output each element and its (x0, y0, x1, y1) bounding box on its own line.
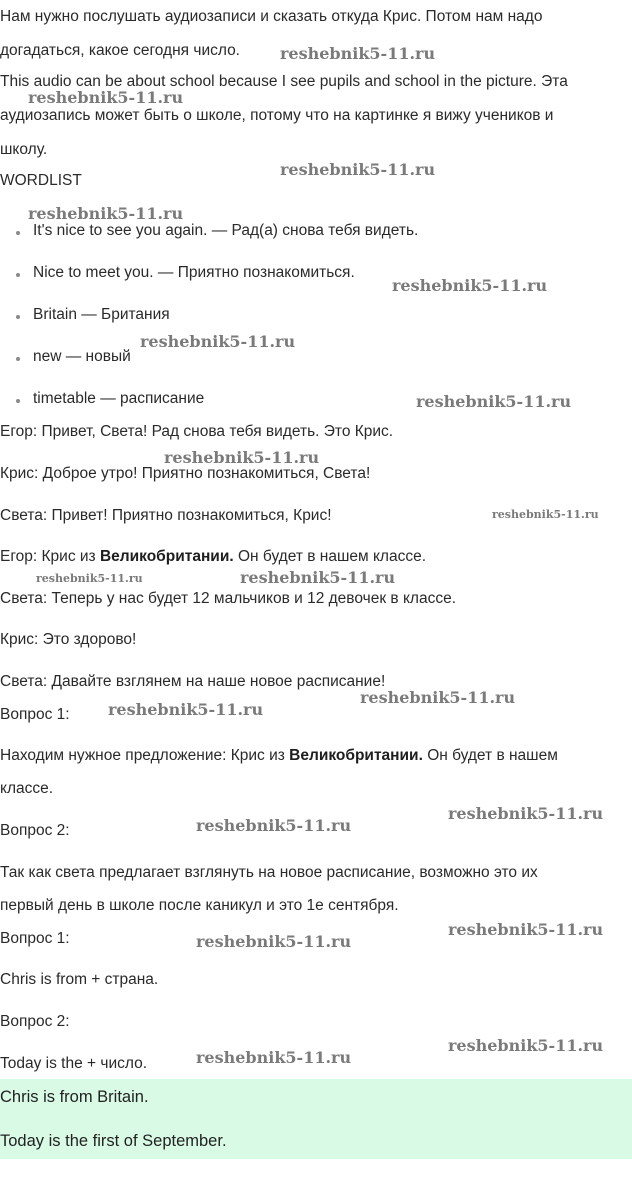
dialogue-line-2: Крис: Доброе утро! Приятно познакомиться, Света! (0, 465, 371, 482)
answer-line-2: Today is the first of September. (0, 1132, 227, 1150)
question-3-label: Вопрос 1: (0, 930, 70, 947)
wordlist-item: timetable — расписание (33, 390, 205, 407)
watermark: reshebnik5-11.ru (280, 44, 436, 63)
question-2-text-1: Так как света предлагает взглянуть на новое расписание, возможно это их (0, 864, 538, 881)
watermark: reshebnik5-11.ru (36, 572, 143, 585)
intro-line-3: This audio can be about school because I see pupils and school in the picture. Эта (0, 73, 568, 90)
intro-line-2: догадаться, какое сегодня число. (0, 42, 240, 59)
bullet-dot (16, 357, 20, 361)
intro-line-5: школу. (0, 141, 48, 158)
watermark: reshebnik5-11.ru (140, 332, 296, 351)
watermark: reshebnik5-11.ru (448, 920, 604, 939)
answer-box (0, 1079, 632, 1159)
bullet-dot (16, 399, 20, 403)
bullet-dot (16, 231, 20, 235)
watermark: reshebnik5-11.ru (416, 392, 572, 411)
wordlist-item: Britain — Британия (33, 306, 170, 323)
wordlist-heading: WORDLIST (0, 172, 82, 189)
watermark: reshebnik5-11.ru (196, 932, 352, 951)
watermark: reshebnik5-11.ru (448, 804, 604, 823)
watermark: reshebnik5-11.ru (360, 688, 516, 707)
dialogue-line-5: Света: Теперь у нас будет 12 мальчиков и 12 девочек в классе. (0, 590, 457, 607)
question-3-text: Chris is from + страна. (0, 971, 159, 988)
dialogue-line-7: Света: Давайте взглянем на наше новое расписание! (0, 673, 386, 690)
dialogue-line-6: Крис: Это здорово! (0, 631, 137, 648)
wordlist-item: It's nice to see you again. — Рад(а) снова тебя видеть. (33, 222, 419, 239)
intro-line-4: аудиозапись может быть о школе, потому что на картинке я вижу учеников и (0, 107, 554, 124)
answer-line-1: Chris is from Britain. (0, 1088, 149, 1106)
watermark: reshebnik5-11.ru (196, 1048, 352, 1067)
question-2-text-2: первый день в школе после каникул и это 1е сентября. (0, 897, 399, 914)
watermark: reshebnik5-11.ru (28, 204, 184, 223)
wordlist-item: Nice to meet you. — Приятно познакомиться. (33, 264, 355, 281)
watermark: reshebnik5-11.ru (240, 568, 396, 587)
watermark: reshebnik5-11.ru (448, 1036, 604, 1055)
question-1-label: Вопрос 1: (0, 706, 70, 723)
dialogue-line-3: Света: Привет! Приятно познакомиться, Крис! (0, 507, 332, 524)
dialogue-line-1: Егор: Привет, Света! Рад снова тебя видеть. Это Крис. (0, 423, 394, 440)
watermark: reshebnik5-11.ru (392, 276, 548, 295)
question-1-text: Находим нужное предложение: Крис из Великобритании. Он будет в нашем (0, 747, 558, 764)
bullet-dot (16, 315, 20, 319)
bold-country: Великобритании. (289, 747, 423, 764)
watermark: reshebnik5-11.ru (492, 508, 599, 521)
question-4-label: Вопрос 2: (0, 1013, 70, 1030)
watermark: reshebnik5-11.ru (28, 88, 184, 107)
question-1-text-2: классе. (0, 780, 54, 797)
bullet-dot (16, 273, 20, 277)
question-4-text: Today is the + число. (0, 1055, 148, 1072)
watermark: reshebnik5-11.ru (108, 700, 264, 719)
intro-line-1: Нам нужно послушать аудиозаписи и сказать откуда Крис. Потом нам надо (0, 8, 543, 25)
watermark: reshebnik5-11.ru (164, 448, 320, 467)
watermark: reshebnik5-11.ru (280, 160, 436, 179)
dialogue-line-4: Егор: Крис из Великобритании. Он будет в нашем классе. (0, 548, 427, 565)
watermark: reshebnik5-11.ru (196, 816, 352, 835)
wordlist-item: new — новый (33, 348, 131, 365)
question-2-label: Вопрос 2: (0, 822, 70, 839)
bold-country: Великобритании. (99, 548, 234, 565)
